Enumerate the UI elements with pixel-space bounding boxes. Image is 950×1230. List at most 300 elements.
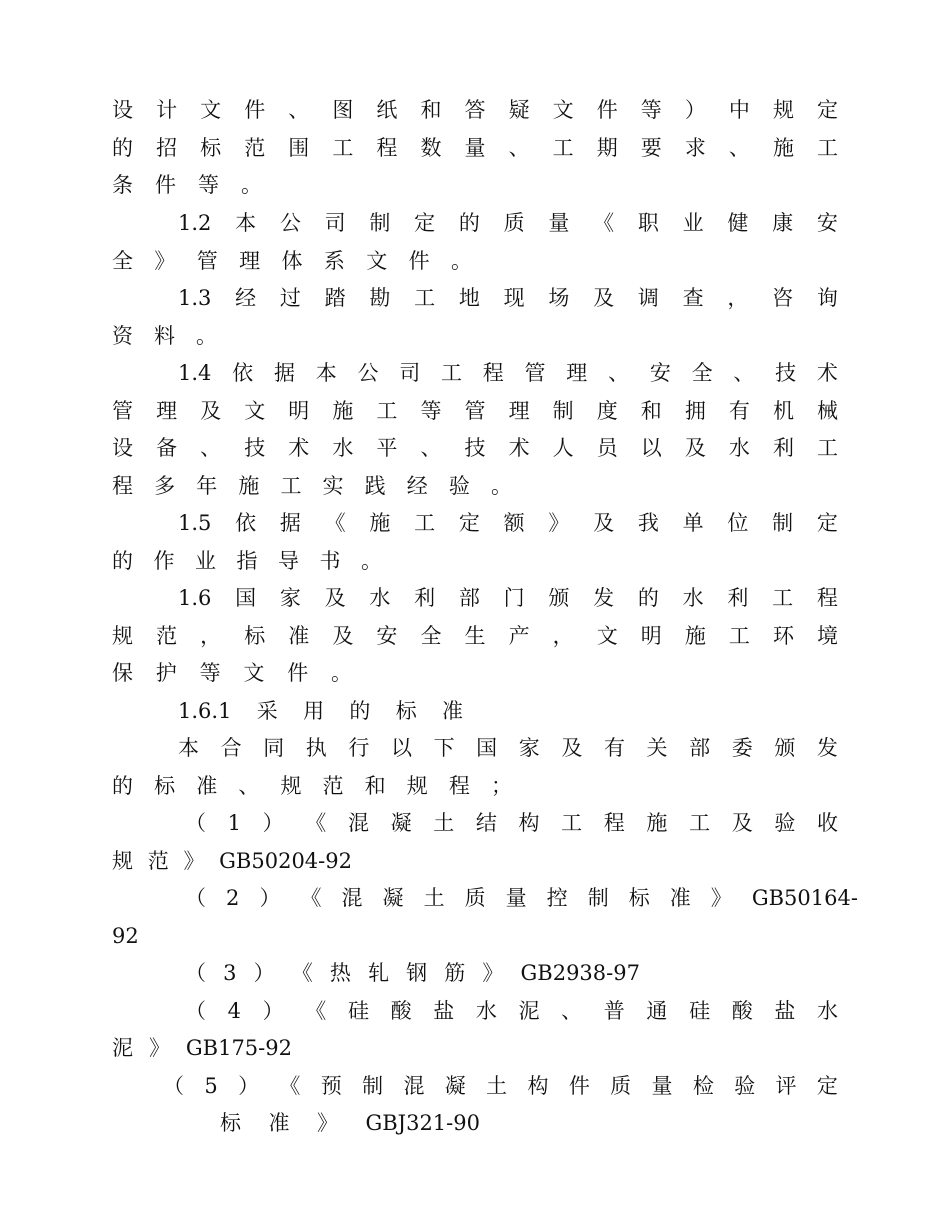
text-token: 标 [200,136,222,160]
text-token: 询 [816,286,838,310]
text-token: 数 [420,136,442,160]
text-token: 保 [112,661,133,685]
text-token: 指 [236,549,258,573]
text-token: 安 [649,361,671,385]
text-token: 、 [200,436,222,460]
text-token: 文 [243,661,265,685]
text-token: 招 [156,136,178,160]
text-token: 工 [728,624,750,648]
text-token: 生 [464,624,486,648]
text-token: 用 [303,699,325,723]
text-token: 踏 [324,286,346,310]
text-token: GBJ321-90 [365,1111,480,1135]
text-token: 纸 [376,98,398,122]
text-token: 《 [300,886,322,910]
text-token: 标 [395,699,417,723]
text-token: 门 [503,586,525,610]
text-token: 及 [684,436,706,460]
text-token: 机 [772,399,794,423]
text-token: 》 [710,886,732,910]
text-token: 术 [288,436,310,460]
text-token: 图 [332,98,354,122]
text-token: 盐 [433,999,455,1023]
text-token: 明 [288,399,310,423]
text-token: 定 [816,1074,838,1098]
text-token: 《 [593,211,615,235]
text-token: 水 [682,586,704,610]
text-token: 标 [154,774,176,798]
text-token: 本 [315,361,337,385]
text-token: 颁 [774,736,796,760]
text-token: 。 [361,549,382,573]
text-token: GB50164- [751,886,858,910]
text-token: （ [185,961,206,985]
text-token: 1.3 [178,286,212,310]
text-token: 》 [548,511,570,535]
text-token: 公 [279,211,301,235]
text-token: 程 [482,361,504,385]
text-line-20 [185,808,838,838]
text-token: 额 [503,511,525,535]
text-token: 》 [482,961,504,985]
text-token: 及 [593,511,615,535]
text-token: 标 [220,1111,241,1135]
text-token: 准 [288,624,310,648]
text-token: 酸 [390,999,412,1023]
text-token: 执 [305,736,327,760]
text-line-27 [163,1071,838,1101]
text-token: 混 [341,886,363,910]
text-token: 调 [637,286,659,310]
text-token: 、 [420,436,442,460]
text-token: 下 [433,736,455,760]
text-token: 安 [376,624,398,648]
text-line-13 [112,546,382,576]
text-token: （ [185,811,206,835]
text-token: 普 [603,999,625,1023]
text-token: 定 [817,98,838,122]
text-token: 3 [223,961,237,985]
text-token: 制 [552,399,574,423]
text-token: 通 [646,999,668,1023]
text-token: 、 [288,98,310,122]
text-token: 平 [376,436,398,460]
text-token: 实 [322,474,344,498]
text-token: 1.5 [178,511,212,535]
text-token: 查 [682,286,704,310]
text-token: 程 [112,474,133,498]
text-token: 收 [816,811,838,835]
text-token: 预 [320,1074,342,1098]
text-token: 技 [464,436,486,460]
text-token: 构 [527,1074,549,1098]
text-token: 安 [816,211,838,235]
text-line-26 [112,1033,292,1063]
text-token: 环 [772,624,794,648]
text-token: 构 [518,811,540,835]
text-token: 作 [153,549,175,573]
text-token: 国 [476,736,498,760]
text-token: 土 [486,1074,508,1098]
text-line-10 [112,433,838,463]
text-token: 规 [772,98,794,122]
text-token: 准 [669,886,691,910]
text-token: 及 [593,286,615,310]
text-token: 期 [596,136,618,160]
text-line-1 [112,95,838,125]
text-token: 全 [420,624,442,648]
text-line-14 [178,583,838,613]
text-token: ， [552,624,574,648]
text-token: 业 [195,549,216,573]
text-token: 中 [728,98,750,122]
text-token: 结 [475,811,497,835]
text-token: ） [262,999,284,1023]
text-token: 有 [728,399,750,423]
text-token: 要 [640,136,662,160]
text-token: 轧 [368,961,389,985]
text-token: 标 [244,624,266,648]
text-token: 《 [324,511,346,535]
text-token: 践 [364,474,386,498]
text-token: 件 [244,98,266,122]
text-token: 、 [733,361,755,385]
text-token: 、 [608,361,630,385]
text-token: 验 [774,811,796,835]
text-token: 计 [156,98,178,122]
text-token: 及 [324,586,346,610]
text-token: 合 [220,736,242,760]
text-token: 管 [524,361,546,385]
text-token: ） [259,886,281,910]
text-token: 以 [390,736,412,760]
text-line-6 [178,283,838,313]
text-token: 验 [448,474,470,498]
text-token: 及 [561,736,583,760]
text-token: 控 [546,886,568,910]
text-token: 。 [241,173,262,197]
text-token: 水 [816,999,838,1023]
text-token: 司 [324,211,346,235]
text-token: 过 [279,286,301,310]
text-token: 公 [357,361,379,385]
text-line-9 [112,396,838,426]
text-token: 据 [279,511,301,535]
text-token: 水 [332,436,354,460]
text-token: 检 [692,1074,714,1098]
text-token: 据 [273,361,295,385]
text-token: 业 [682,211,704,235]
text-line-18 [178,733,838,763]
text-token: 和 [364,774,386,798]
text-token: （ [185,999,206,1023]
text-token: 泥 [518,999,540,1023]
text-token: 家 [518,736,540,760]
text-token: 的 [458,211,480,235]
text-token: 工 [441,361,462,385]
text-line-7 [112,321,217,351]
text-token: 颁 [548,586,570,610]
text-token: 范 [156,624,178,648]
text-token: 》 [316,1111,338,1135]
text-token: 等 [198,173,219,197]
text-line-19 [112,771,512,801]
text-token: 定 [458,511,480,535]
text-token: 工 [561,811,583,835]
text-token: 盐 [774,999,796,1023]
text-token: 人 [552,436,574,460]
text-token: 工 [332,136,354,160]
text-token: 等 [199,661,221,685]
text-token: 施 [772,136,794,160]
text-token: 等 [640,98,662,122]
text-line-5 [112,246,472,276]
text-token: 制 [587,886,609,910]
text-token: 答 [464,98,486,122]
text-token: 程 [376,136,398,160]
text-token: 以 [640,436,662,460]
text-token: 。 [490,474,512,498]
text-token: 明 [640,624,662,648]
text-token: （ [163,1074,184,1098]
text-token: 施 [369,511,391,535]
text-token: 《 [279,1074,301,1098]
text-token: 5 [204,1074,218,1098]
text-token: 1.6 [178,586,212,610]
text-token: 量 [464,136,486,160]
text-token: 文 [200,98,222,122]
text-token: 程 [448,774,470,798]
text-token: 勘 [369,286,391,310]
text-token: 职 [637,211,659,235]
text-token: 本 [178,736,199,760]
text-token: 》 [183,849,205,873]
text-token: 设 [112,436,133,460]
text-token: 件 [568,1074,590,1098]
text-token: 施 [646,811,668,835]
text-token: 水 [369,586,391,610]
text-token: 康 [772,211,794,235]
text-token: 1.4 [178,361,212,385]
text-token: 验 [734,1074,756,1098]
text-token: 利 [414,586,436,610]
text-token: 工 [772,586,794,610]
text-token: 工 [552,136,574,160]
text-token: 制 [362,1074,384,1098]
text-token: 工 [280,474,302,498]
text-token: 量 [548,211,570,235]
text-token: 本 [235,211,257,235]
text-token: 工 [817,436,838,460]
text-token: 司 [399,361,421,385]
text-token: 土 [423,886,445,910]
text-token: 条 [112,173,133,197]
text-token: 国 [235,586,257,610]
text-token: 施 [332,399,354,423]
text-token: 护 [155,661,177,685]
text-token: 管 [196,249,218,273]
text-token: 经 [235,286,257,310]
text-token: ） [684,98,706,122]
text-token: 评 [775,1074,797,1098]
text-token: 利 [772,436,794,460]
text-token: 经 [406,474,428,498]
text-token: 管 [112,399,133,423]
text-token: 土 [433,811,455,835]
text-token: ） [253,961,275,985]
text-token: 单 [682,511,704,535]
text-token: 备 [156,436,178,460]
text-token: 定 [414,211,436,235]
text-token: 和 [420,98,442,122]
text-token: ； [490,774,512,798]
text-token: 理 [508,399,530,423]
text-token: 《 [305,999,327,1023]
text-token: 全 [691,361,713,385]
text-token: 规 [112,849,133,873]
text-token: 利 [727,586,749,610]
text-token: GB50204-92 [219,849,352,873]
text-token: 度 [596,399,618,423]
text-token: 规 [112,624,133,648]
text-token: 、 [561,999,583,1023]
text-line-16 [112,658,352,688]
text-token: 关 [646,736,668,760]
text-token: 规 [406,774,428,798]
text-token: 标 [628,886,650,910]
text-token: 1 [227,811,242,835]
text-token: 凝 [390,811,412,835]
text-token: 件 [408,249,430,273]
text-token: 拥 [684,399,706,423]
text-line-8 [178,358,838,388]
text-token: 位 [727,511,749,535]
text-line-23: 92 [112,924,139,948]
text-token: 准 [196,774,218,798]
text-token: 硅 [689,999,711,1023]
text-line-15 [112,621,838,651]
text-token: 1.2 [178,211,212,235]
text-token: 围 [288,136,310,160]
text-token: 健 [727,211,749,235]
text-token: ， [727,286,749,310]
text-token: 多 [154,474,176,498]
text-token: 酸 [731,999,753,1023]
text-token: 术 [508,436,530,460]
text-token: 》 [148,1036,170,1060]
text-token: 凝 [444,1074,466,1098]
text-token: 同 [263,736,285,760]
text-token: 的 [349,699,371,723]
text-token: 。 [330,661,352,685]
text-token: 发 [593,586,615,610]
text-line-22 [185,883,858,913]
text-token: 理 [156,399,178,423]
text-token: 工 [817,136,838,160]
text-token: 咨 [772,286,794,310]
text-token: 施 [684,624,706,648]
text-token: 械 [817,399,838,423]
text-token: 范 [147,849,169,873]
text-token: 量 [651,1074,673,1098]
text-token: 部 [458,586,480,610]
text-token: 体 [281,249,303,273]
text-token: 的 [112,549,133,573]
text-token: 发 [816,736,838,760]
text-token: 钢 [406,961,428,985]
text-token: 质 [503,211,525,235]
text-line-4 [178,208,838,238]
text-token: 准 [442,699,463,723]
text-token: 《 [305,811,327,835]
text-token: 员 [596,436,618,460]
text-token: 家 [279,586,301,610]
text-token: 工 [376,399,398,423]
text-token: 程 [816,586,838,610]
text-token: 文 [366,249,388,273]
text-token: 和 [640,399,662,423]
text-token: 文 [596,624,618,648]
text-token: 水 [475,999,497,1023]
text-token: 文 [244,399,266,423]
text-token: 质 [464,886,486,910]
text-token: 范 [322,774,344,798]
text-token: 》 [154,249,176,273]
text-token: 管 [464,399,486,423]
text-token: 年 [196,474,218,498]
text-token: 硅 [347,999,369,1023]
text-token: 及 [332,624,354,648]
text-token: 凝 [382,886,404,910]
text-token: 水 [728,436,750,460]
text-token: 依 [232,361,254,385]
text-token: 工 [414,286,436,310]
text-token: 件 [287,661,309,685]
text-line-2 [112,133,838,163]
text-token: 程 [603,811,625,835]
text-token: 、 [728,136,750,160]
text-token: 2 [226,886,240,910]
text-token: 及 [200,399,222,423]
text-token: 件 [155,173,176,197]
text-token: 。 [451,249,472,273]
text-token: 工 [414,511,436,535]
text-token: 、 [238,774,260,798]
text-token: 施 [238,474,260,498]
text-token: 等 [420,399,442,423]
text-token: ） [238,1074,260,1098]
text-token: 的 [112,774,133,798]
text-token: 泥 [112,1036,133,1060]
text-token: 技 [244,436,266,460]
text-token: 产 [508,624,530,648]
text-token: 1.6.1 [178,699,232,723]
text-token: 求 [684,136,706,160]
text-token: 依 [235,511,257,535]
text-token: 制 [369,211,391,235]
text-token: 疑 [508,98,530,122]
text-token: 行 [348,736,370,760]
text-token: 系 [323,249,345,273]
text-token: 的 [112,136,133,160]
text-token: 采 [256,699,278,723]
text-line-3 [112,170,262,200]
text-line-24 [185,958,640,988]
text-token: 及 [731,811,753,835]
text-line-12 [178,508,838,538]
text-token: 4 [227,999,242,1023]
text-token: 的 [637,586,659,610]
